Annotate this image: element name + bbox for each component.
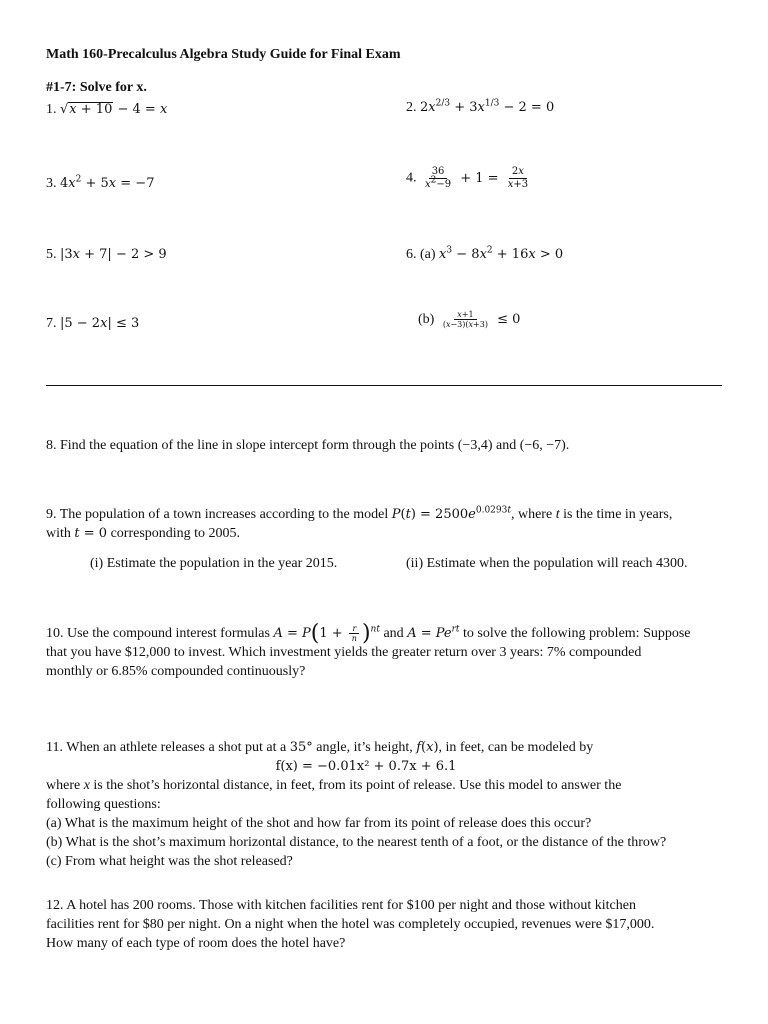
section-heading: #1-7: Solve for x. (46, 80, 147, 95)
problem-10-line-1: 10. Use the compound interest formulas A = P(1 + $\frac{r}{n}$ )$^{nt}$ and $A = Pe^{rt}$ to solve the following problem: Suppose (46, 621, 691, 647)
problem-3-number: 3. (46, 176, 57, 191)
problem-5 (46, 247, 167, 263)
problem-3 (46, 176, 154, 192)
continuous-interest-formula: $A = Pe^{rt}$ (407, 624, 460, 642)
problem-10-line-3: monthly or 6.85% compounded continuously? (46, 664, 306, 680)
problem-5-number: 5. (46, 247, 57, 262)
problem-1-number: 1. (46, 102, 57, 117)
problem-12 (46, 896, 726, 953)
problem-6b (418, 310, 520, 329)
problem-11 (46, 738, 726, 871)
problem-2-number: 2. (406, 100, 417, 115)
page-title: Math 160-Precalculus Algebra Study Guide for Final Exam (46, 47, 401, 62)
problem-1 (46, 102, 167, 118)
compound-interest-formula: A = P(1 + $\frac{r}{n}$ )$^{nt}$ (273, 621, 380, 647)
problem-4-number: 4. (406, 170, 417, 186)
problem-8: 8. Find the equation of the line in slope intercept form through the points (−3,4) and (−6, −7). (46, 438, 570, 453)
problem-11-line-4: following questions: (46, 797, 161, 812)
problem-12-line-2: facilities rent for $80 per night. On a night when the hotel was completely occupied, revenues were $17,000. (46, 917, 655, 932)
problem-12-line-3: How many of each type of room does the hotel have? (46, 936, 346, 951)
section-divider (46, 385, 722, 386)
problem-9 (46, 505, 726, 543)
problem-7-inequality: |5 − 2x| ≤ 3 (60, 316, 140, 331)
problem-9-line-1: 9. The population of a town increases according to the model $P(t) = 2500e^{0.0293t}$, where t is the time in years, (46, 505, 673, 522)
problem-10-line-2: that you have $12,000 to invest. Which investment yields the greater return over 3 years: 7% compounded (46, 645, 642, 661)
problem-5-inequality: |3x + 7| − 2 > 9 (60, 247, 167, 262)
problem-4-equation: $\frac{36}{x^2-9}$ + 1 = $\frac{2x}{x+3}$ (425, 166, 529, 190)
problem-9-part-ii: (ii) Estimate when the population will reach 4300. (406, 556, 688, 571)
problem-10 (46, 621, 726, 681)
problem-9-part-i: (i) Estimate the population in the year 2015. (90, 556, 338, 571)
problem-11-part-b: (b) What is the shot’s maximum horizontal distance, to the nearest tenth of a foot, or the distance of the throw? (46, 835, 667, 850)
problem-6a (406, 247, 563, 263)
problem-11-part-a: (a) What is the maximum height of the shot and how far from its point of release does this occur? (46, 816, 592, 831)
problem-12-line-1: 12. A hotel has 200 rooms. Those with kitchen facilities rent for $100 per night and those without kitchen (46, 898, 636, 913)
problem-11-model: f(x) = −0.01x² + 0.7x + 6.1 (275, 759, 457, 774)
problem-3-equation: $4x^2 + 5x = -7$ (60, 174, 155, 191)
problem-6-number: 6. (a) (406, 247, 436, 262)
problem-9-line-2: with t = 0 corresponding to 2005. (46, 526, 241, 541)
problem-6b-label: (b) (418, 312, 435, 328)
problem-11-line-1: 11. When an athlete releases a shot put at a 35° angle, it’s height, f(x), in feet, can be modeled by (46, 740, 594, 755)
problem-7-number: 7. (46, 316, 57, 331)
problem-6a-inequality: $x^3 - 8x^2 + 16x > 0$ (439, 245, 564, 262)
problem-2 (406, 100, 554, 116)
problem-6b-inequality: $\frac{x+1}{(x-3)(x+3)}$ ≤ 0 (442, 310, 521, 330)
problem-11-part-c: (c) From what height was the shot released? (46, 854, 293, 869)
problem-11-line-3: where x is the shot’s horizontal distance, in feet, from its point of release. Use this model to answer the (46, 778, 622, 793)
problem-2-equation: $2x^{2/3} + 3x^{1/3} - 2 = 0$ (420, 98, 555, 115)
problem-7 (46, 316, 139, 332)
problem-4 (406, 166, 533, 190)
population-model: $P(t) = 2500e^{0.0293t}$ (391, 505, 511, 522)
problem-1-equation: √x + 10 − 4 = x (60, 102, 168, 117)
